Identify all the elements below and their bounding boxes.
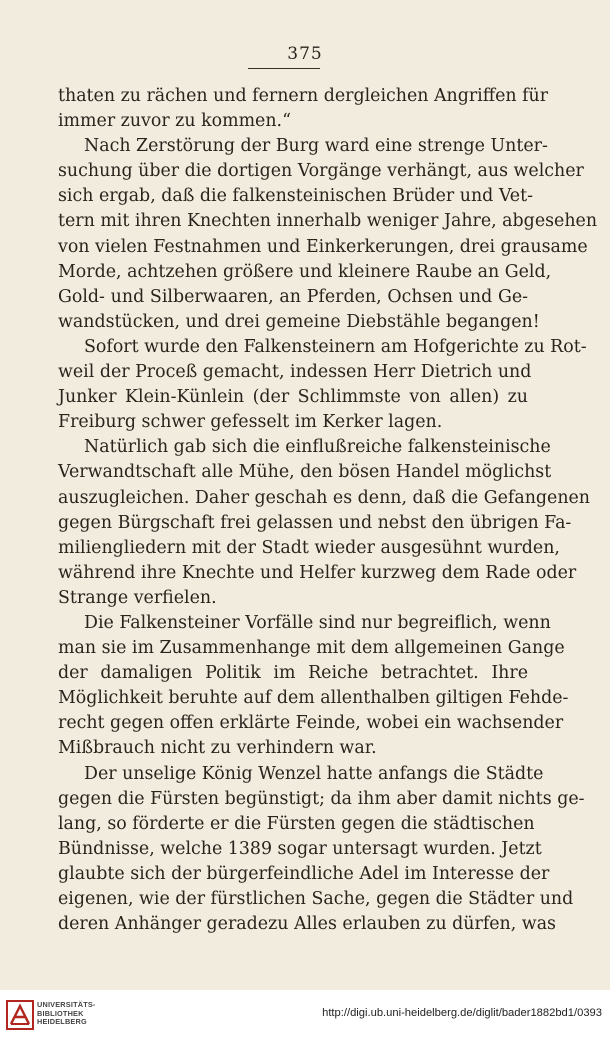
text-line: gegen die Fürsten begünstigt; da ihm aber damit nichts ge- xyxy=(58,788,585,809)
text-line: während ihre Knechte und Helfer kurzweg dem Rade oder xyxy=(58,562,577,583)
text-line: glaubte sich der bürgerfeindliche Adel im Interesse der xyxy=(58,863,550,884)
text-line: Morde, achtzehen größere und kleinere Raube an Geld, xyxy=(58,261,552,282)
text-line: gegen Bürgschaft frei gelassen und nebst den übrigen Fa- xyxy=(58,512,572,533)
library-logo[interactable] xyxy=(6,998,126,1032)
text-line: sich ergab, daß die falkensteinischen Brüder und Vet- xyxy=(58,186,533,207)
viewer-footer xyxy=(0,990,610,1038)
text-line: Gold- und Silberwaaren, an Pferden, Ochsen und Ge- xyxy=(58,286,528,307)
text-line: Strange verfielen. xyxy=(58,587,217,608)
library-logo-text xyxy=(37,1001,96,1027)
text-line: Der unselige König Wenzel hatte anfangs die Städte xyxy=(84,763,544,784)
text-line: suchung über die dortigen Vorgänge verhängt, aus welcher xyxy=(58,161,584,182)
permalink-url[interactable]: http://digi.ub.uni-heidelberg.de/diglit/bader1882bd1/0393 xyxy=(322,1007,602,1019)
text-line: recht gegen offen erklärte Feinde, wobei ein wachsender xyxy=(58,713,564,734)
text-line: Die Falkensteiner Vorfälle sind nur begreiflich, wenn xyxy=(84,612,551,633)
text-line: von vielen Festnahmen und Einkerkerungen, drei grausame xyxy=(58,236,588,257)
text-line: tern mit ihren Knechten innerhalb weniger Jahre, abgesehen xyxy=(58,211,598,232)
text-line: Freiburg schwer gefesselt im Kerker lagen. xyxy=(58,412,443,433)
body-text xyxy=(58,84,598,937)
text-line: Möglichkeit beruhte auf dem allenthalben giltigen Fehde- xyxy=(58,688,569,709)
logo-line: HEIDELBERG xyxy=(37,1017,87,1027)
text-line: deren Anhänger geradezu Alles erlauben zu dürfen, was xyxy=(58,914,556,935)
text-line: thaten zu rächen und fernern dergleichen Angriffen für xyxy=(58,86,549,106)
text-line: Verwandtschaft alle Mühe, den bösen Handel möglichst xyxy=(58,462,552,483)
logo-line: UNIVERSITÄTS- xyxy=(37,1000,96,1009)
logo-line: BIBLIOTHEK xyxy=(37,1008,84,1018)
text-line: Nach Zerstörung der Burg ward eine strenge Unter- xyxy=(84,136,548,157)
text-line: der damaligen Politik im Reiche betrachtet. Ihre xyxy=(58,663,528,684)
text-line: man sie im Zusammenhange mit dem allgemeinen Gange xyxy=(58,638,565,659)
text-line: Natürlich gab sich die einflußreiche falkensteinische xyxy=(84,437,551,458)
page-number: 375 xyxy=(287,44,323,64)
text-line: Mißbrauch nicht zu verhindern war. xyxy=(58,738,377,759)
text-line: lang, so förderte er die Fürsten gegen die städtischen xyxy=(58,813,535,834)
text-line: eigenen, wie der fürstlichen Sache, gegen die Städter und xyxy=(58,889,574,909)
text-line: Sofort wurde den Falkensteinern am Hofgerichte zu Rot- xyxy=(84,336,587,357)
text-line: wandstücken, und drei gemeine Diebstähle begangen! xyxy=(58,311,540,332)
text-line: immer zuvor zu kommen.“ xyxy=(58,111,291,132)
page-number-rule xyxy=(248,68,320,69)
text-line: weil der Proceß gemacht, indessen Herr Dietrich und xyxy=(58,362,532,383)
text-line: Bündnisse, welche 1389 sogar untersagt wurden. Jetzt xyxy=(58,838,542,859)
text-line: miliengliedern mit der Stadt wieder ausgesühnt wurden, xyxy=(58,537,560,558)
text-line: auszugleichen. Daher geschah es denn, daß die Gefangenen xyxy=(58,487,591,508)
text-line: Junker Klein-Künlein (der Schlimmste von allen) zu xyxy=(58,387,528,408)
library-logo-icon xyxy=(6,1000,34,1030)
